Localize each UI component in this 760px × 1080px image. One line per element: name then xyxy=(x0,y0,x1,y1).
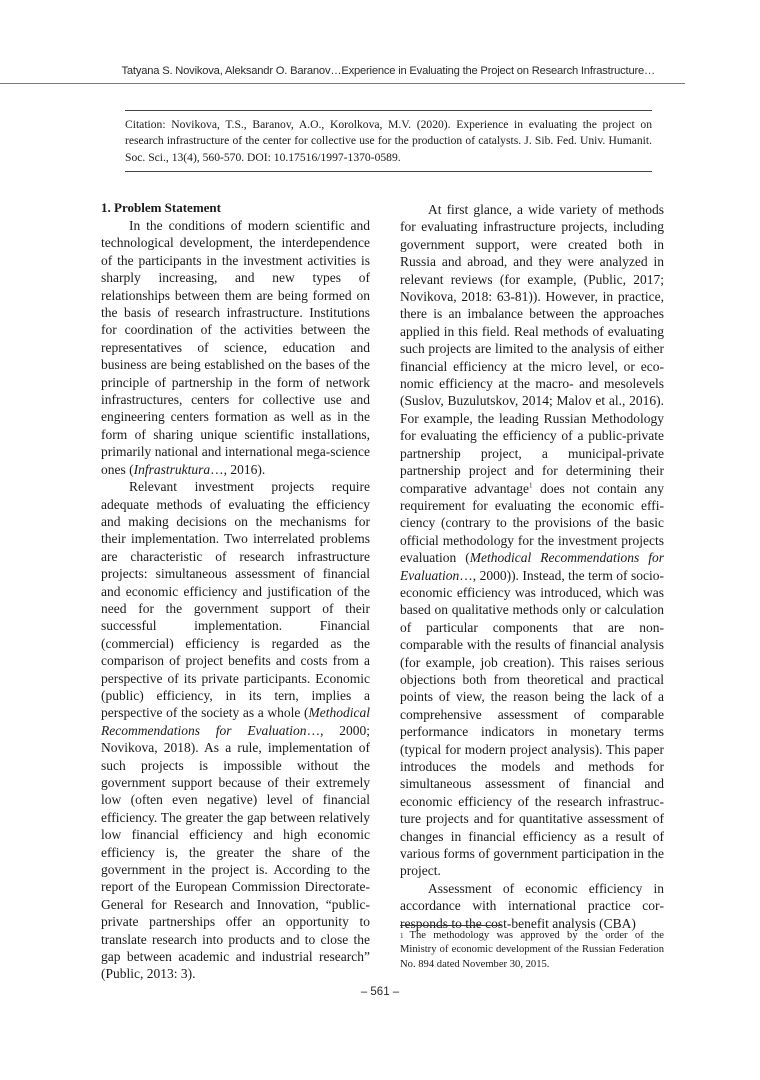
running-header-text: Tatyana S. Novikova, Aleksandr O. Baranov…Experience in Evaluating the Project on Research Infrastructure… xyxy=(121,65,655,77)
footnote-mark: 1 xyxy=(400,932,404,940)
footnote-divider xyxy=(400,925,502,926)
paragraph-2 xyxy=(101,478,370,983)
paragraph-2-text: Relevant investment projects require adequate methods of evaluating the efficiency and making decisions on the mechanisms for their implementation. Two interrelated problems are characteristic of research infrastructure projects: simultaneous assessment of financial and economic efficiency and justification of the need for the government support of their successful implementation. Financial (commercial) efficiency is regarded as the comparison of project benefits and costs from a perspective of its private participants. Economic (public) efficiency, in its tern, implies a perspective of the society as a whole ( xyxy=(101,479,370,721)
paragraph-1-text: In the conditions of modern scientific and technological development, the interdependence of the participants in the investment activities is sharply increasing, and new types of relationships between them are being formed on the basis of research infrastructure. Institutions for coordination of the activities between the representatives of science, education and business are being established on the bases of the principle of partnership in the form of network infrastructures, centers for collective use and engineering centers formation as well as in the form of sharing unique scientific installations, primarily national and international mega-science ones ( xyxy=(101,218,370,477)
footnote-text: The methodology was approved by the order of the Ministry of economic development of the Russian Federation No. 894 dated November 30, 2015. xyxy=(400,930,664,970)
right-column xyxy=(400,201,664,932)
citation-block: Citation: Novikova, T.S., Baranov, A.O., Korolkova, M.V. (2020). Experience in evaluating the project on research infrastructure of the center for collective use for the production of catalysts. J. Sib. Fed. Univ. Humanit. Soc. Sci., 13(4), 560-570. DOI: 10.17516/1997-1370-0589. xyxy=(125,110,652,172)
page-number: – 561 – xyxy=(360,986,400,998)
paragraph-3-text-mid: does not contain any requirement for evaluating the economic efficiency (contrary to the provisions of the basic official methodology for the investment projects evaluation ( xyxy=(400,480,664,566)
footnote xyxy=(400,929,664,972)
left-column xyxy=(101,200,370,983)
citation-italic: Methodical Recommendations for Evaluation xyxy=(400,550,664,583)
paragraph-2-text-end: …, 2000; Novikova, 2018). As a rule, implementation of such projects is impossible without the government support because of their extremely low (often even negative) level of financial efficiency. The greater the gap between relatively low financial efficiency and high economic efficiency is, the greater the share of the government in the project is. According to the report of the European Commission Directorate-General for Research and Innovation, “public-private partnerships offer an opportunity to translate research into products and to close the gap between academic and industrial research” (Public, 2013: 3). xyxy=(101,722,370,982)
paragraph-4: Assessment of economic efficiency in accordance with international practice corresponds to the cost-benefit analysis (CBA) xyxy=(400,880,664,931)
section-heading: 1. Problem Statement xyxy=(101,200,221,215)
paragraph-3-text-end: …, 2000)). Instead, the term of socio-economic efficiency was introduced, which was based on qualitative methods only or calculation of particular components that are non-comparable with the results of financial analysis (for example, job creation). This raises serious objections both from theoretical and practical points of view, the reason being the lack of a comprehensive assessment of comparable performance indicators in monetary terms (typical for modern project analysis). This paper introduces the models and methods for simultaneous assessment of financial and economic efficiency of the research infrastructure projects and for quantitative assessment of changes in financial efficiency as a result of various forms of government participation in the project. xyxy=(400,567,664,879)
paragraph-1-text-end: …, 2016). xyxy=(210,461,266,477)
citation-italic: Methodical Recommendations for Evaluation xyxy=(101,705,370,738)
paragraph-3-text: At first glance, a wide variety of methods for evaluating infrastructure projects, including government support, were created both in Russia and abroad, and they were analyzed in relevant reviews (for example, (Public, 2017; Novikova, 2018: 63-81)). However, in practice, there is an imbalance between the approaches applied in this field. Real methods of evaluating such projects are limited to the analysis of either financial efficiency at the micro level, or economic efficiency at the macro- and mesolevels (Suslov, Buzulutskov, 2014; Malov et al., 2016). For example, the leading Russian Methodology for evaluating the efficiency of a public-private partnership project, a municipal-private partnership project and for determining their comparative advantage xyxy=(400,202,664,496)
footnote-reference[interactable]: 1 xyxy=(529,481,533,489)
running-header xyxy=(0,64,685,84)
citation-italic: Infrastruktura xyxy=(133,461,211,477)
paragraph-3 xyxy=(400,201,664,880)
paragraph-1 xyxy=(101,217,370,478)
